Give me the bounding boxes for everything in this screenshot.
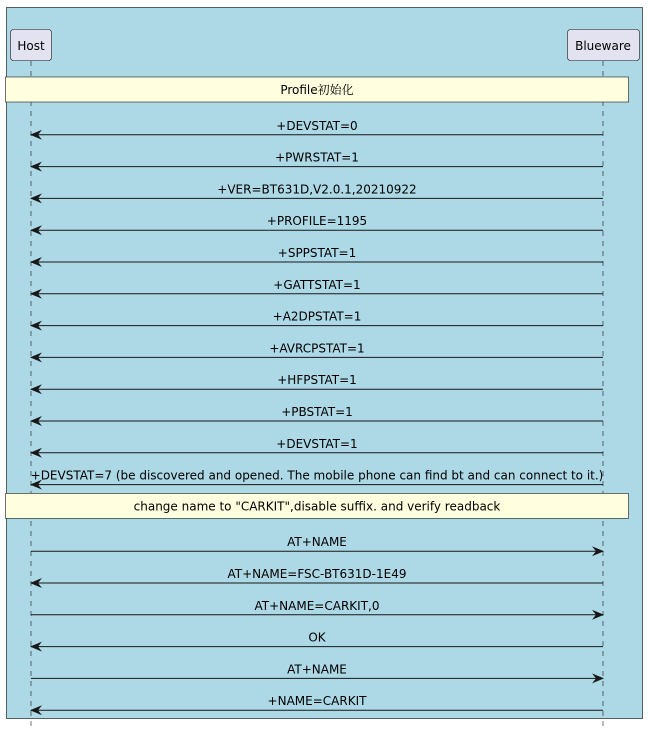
participant-label-host: Host xyxy=(17,39,45,53)
message-label: +NAME=CARKIT xyxy=(267,694,367,709)
message-label: +AVRCPSTAT=1 xyxy=(269,341,365,356)
message-label: +PBSTAT=1 xyxy=(281,405,353,419)
message-label: AT+NAME xyxy=(287,535,347,550)
participant-label-blueware: Blueware xyxy=(575,39,631,53)
message-label: +VER=BT631D,V2.0.1,20210922 xyxy=(217,182,417,197)
message-label: +DEVSTAT=7 (be discovered and opened. The mobile phone can find bt and can connect to it.) xyxy=(30,468,604,483)
participant-blueware xyxy=(568,30,640,61)
message-label: AT+NAME=FSC-BT631D-1E49 xyxy=(227,567,407,581)
divider-label: Profile初始化 xyxy=(280,83,354,97)
message-label: +DEVSTAT=1 xyxy=(276,436,358,451)
message-label: +GATTSTAT=1 xyxy=(273,277,361,292)
message-label: +PROFILE=1195 xyxy=(266,214,368,229)
message-label: AT+NAME xyxy=(287,662,347,677)
message-label: +SPPSTAT=1 xyxy=(277,246,357,260)
message-label: +PWRSTAT=1 xyxy=(275,150,359,165)
message-label: +HFPSTAT=1 xyxy=(277,373,357,388)
message-label: OK xyxy=(308,630,326,645)
message-label: +DEVSTAT=0 xyxy=(276,118,358,133)
participant-host xyxy=(11,30,52,61)
message-label: AT+NAME=CARKIT,0 xyxy=(254,598,380,613)
message-label: +A2DPSTAT=1 xyxy=(272,309,362,324)
divider-label: change name to "CARKIT",disable suffix. and verify readback xyxy=(133,499,501,514)
